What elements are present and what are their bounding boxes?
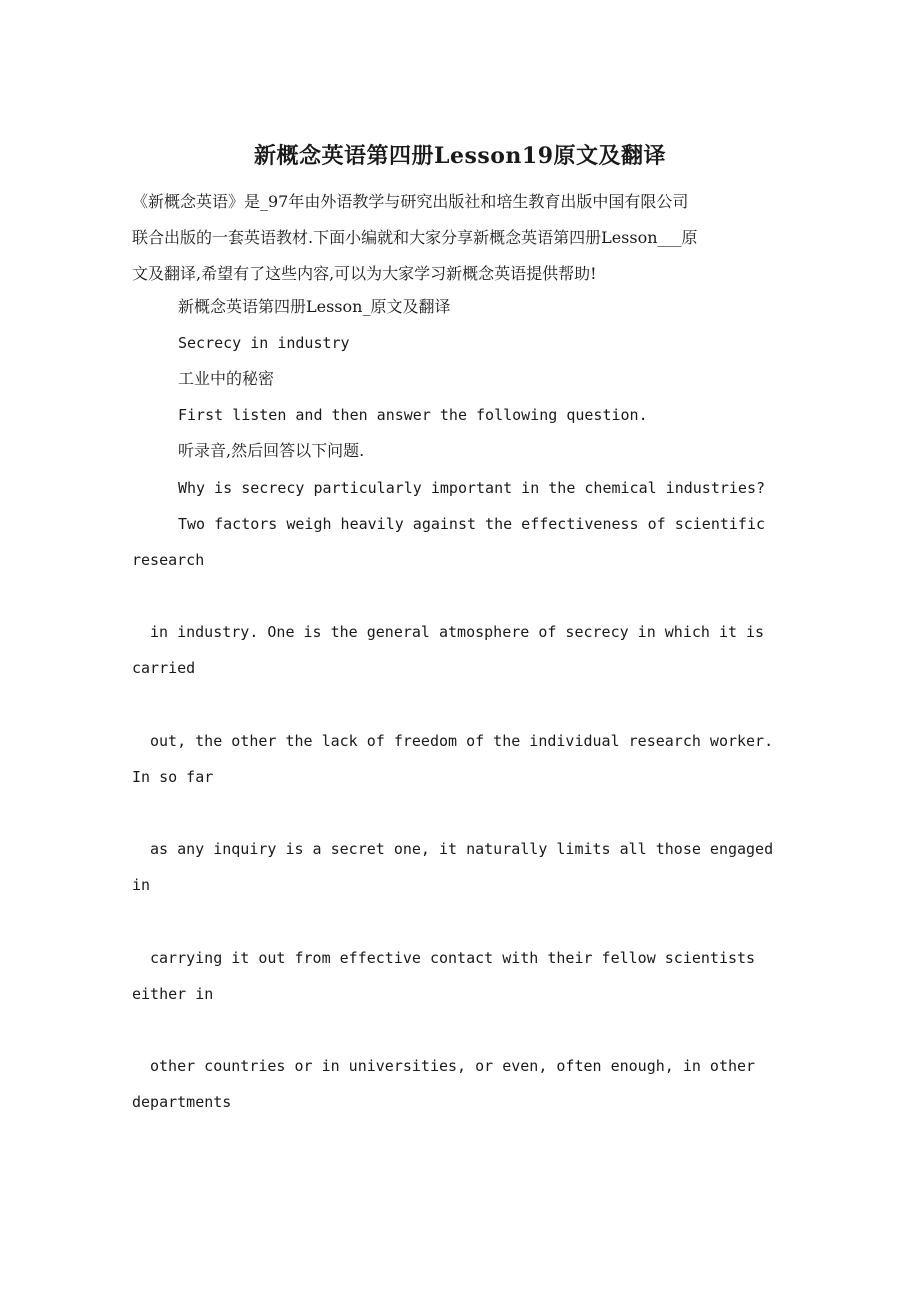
passage-wrap: In so far	[132, 768, 214, 786]
document-title: 新概念英语第四册Lesson19原文及翻译	[253, 143, 667, 169]
passage-wrap: in	[132, 876, 151, 894]
passage-line: other countries or in universities, or even, often enough, in other	[150, 1057, 756, 1075]
lesson-title-en: Secrecy in industry	[178, 334, 350, 352]
passage-line: as any inquiry is a secret one, it naturally limits all those engaged	[150, 840, 774, 858]
intro-line: 《新概念英语》是_97年由外语教学与研究出版社和培生教育出版中国有限公司	[132, 192, 689, 211]
intro-line: 文及翻译,希望有了这些内容,可以为大家学习新概念英语提供帮助!	[132, 264, 597, 283]
passage-line: out, the other the lack of freedom of the individual research worker.	[150, 732, 774, 750]
lesson-title-zh: 工业中的秘密	[178, 369, 275, 388]
comprehension-question: Why is secrecy particularly important in the chemical industries?	[178, 479, 765, 497]
passage-wrap: departments	[132, 1093, 232, 1111]
section-subtitle: 新概念英语第四册Lesson_原文及翻译	[178, 297, 451, 316]
intro-line: 联合出版的一套英语教材.下面小编就和大家分享新概念英语第四册Lesson___原	[132, 228, 698, 247]
passage-wrap: carried	[132, 659, 196, 677]
passage-wrap: either in	[132, 985, 214, 1003]
intro-paragraph	[132, 184, 792, 292]
instruction-en: First listen and then answer the following question.	[178, 406, 648, 424]
passage-line: in industry. One is the general atmosphere of secrecy in which it is	[150, 623, 765, 641]
passage-line: Two factors weigh heavily against the effectiveness of scientific	[178, 515, 765, 533]
passage-line: carrying it out from effective contact with their fellow scientists	[150, 949, 756, 967]
instruction-zh: 听录音,然后回答以下问题.	[178, 441, 365, 460]
passage-wrap: research	[132, 551, 205, 569]
